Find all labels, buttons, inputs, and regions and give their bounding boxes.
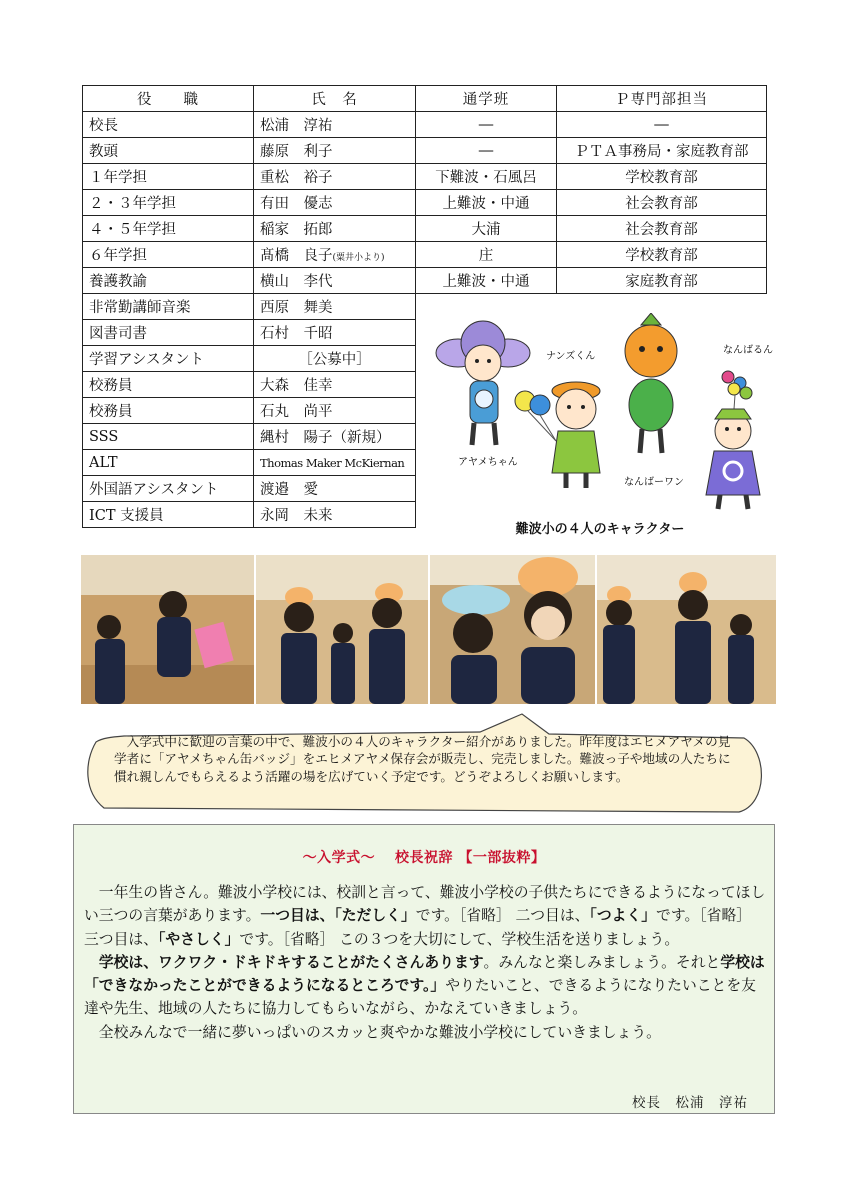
photo-3: [430, 555, 595, 704]
speech-paragraph: [84, 881, 768, 951]
cell-name: 横山 李代: [254, 268, 416, 294]
header-group: 通学班: [416, 86, 557, 112]
cell-role: 非常勤講師音楽: [83, 294, 254, 320]
characters-caption: 難波小の４人のキャラクター: [515, 522, 685, 537]
cell-role: 校務員: [83, 372, 254, 398]
speech-paragraph: [84, 951, 768, 1021]
entrance-ceremony-photos: [81, 555, 776, 704]
cell-group: 上難波・中通: [416, 190, 557, 216]
speech-text: やりたいこと、できるようになりたいことを友達や先生、地域の人たちに協力してもらいながら、かなえていきましょう。: [84, 977, 756, 1018]
cell-pta: 家庭教育部: [557, 268, 767, 294]
speech-text: 。みんなと楽しみましょう。それと: [483, 953, 721, 971]
cell-group: 大浦: [416, 216, 557, 242]
table-row: [83, 112, 767, 138]
cell-name: 西原 舞美: [254, 294, 416, 320]
cell-group: ―: [416, 138, 557, 164]
cell-role: 図書司書: [83, 320, 254, 346]
cell-role: SSS: [83, 424, 254, 450]
cell-role: 養護教諭: [83, 268, 254, 294]
cell-pta: ＰＴＡ事務局・家庭教育部: [557, 138, 767, 164]
cell-role: １年学担: [83, 164, 254, 190]
photo-4: [597, 555, 776, 704]
photo-2: [256, 555, 428, 704]
name-text: 髙橋 良子: [260, 248, 333, 264]
table-row: [83, 164, 767, 190]
speech-paragraph: 全校みんなで一緒に夢いっぱいのスカッと爽やかな難波小学校にしていきましょう。: [84, 1023, 661, 1041]
speech-text: です。［省略］ この３つを大切にして、学校生活を送りましょう。: [239, 930, 680, 948]
cell-role: ICT 支援員: [83, 502, 254, 528]
table-row: [83, 190, 767, 216]
name-note: (粟井小より): [332, 253, 385, 263]
cell-pta: 社会教育部: [557, 216, 767, 242]
cell-name: 有田 優志: [254, 190, 416, 216]
cell-group: 下難波・石風呂: [416, 164, 557, 190]
cell-name: [254, 242, 416, 268]
principal-signature: 校長 松浦 淳祐: [632, 1095, 748, 1111]
photo-1: [81, 555, 254, 704]
table-row: [83, 242, 767, 268]
label-nanzu-kun: ナンズくん: [546, 351, 596, 362]
cell-name: 松浦 淳祐: [254, 112, 416, 138]
cell-name: 縄村 陽子（新規）: [254, 424, 416, 450]
header-pta: Ｐ専門部担当: [557, 86, 767, 112]
speech-emphasis: 「やさしく」: [158, 930, 240, 948]
table-row: [83, 268, 767, 294]
speech-text: です。［省略］ 三つ目は、: [84, 907, 752, 948]
cell-role: 校長: [83, 112, 254, 138]
cell-pta: 学校教育部: [557, 164, 767, 190]
nanba-run-figure: [706, 371, 760, 509]
table-row: [83, 138, 767, 164]
balloons-decoration: [515, 391, 556, 441]
cell-pta: 社会教育部: [557, 190, 767, 216]
cell-pta: ―: [557, 112, 767, 138]
cell-name: 大森 佳幸: [254, 372, 416, 398]
speech-emphasis: 「つよく」: [589, 907, 657, 925]
speech-text: です。［省略］ 二つ目は、: [415, 907, 590, 925]
cell-role: ４・５年学担: [83, 216, 254, 242]
cell-name: 稲家 拓郎: [254, 216, 416, 242]
cell-name: 渡邉 愛: [254, 476, 416, 502]
speech-emphasis: 学校は、ワクワク・ドキドキすることがたくさんあります: [98, 953, 484, 971]
label-nanba-run: なんばるん: [723, 345, 773, 356]
principal-speech-box: [73, 824, 775, 1114]
nanba-one-figure: [625, 313, 677, 453]
cell-role: 校務員: [83, 398, 254, 424]
header-role: 役 職: [83, 86, 254, 112]
speech-emphasis: 学校は「できなかったことができるようになるところです。」: [84, 953, 765, 995]
ayame-chan-figure: [436, 321, 530, 445]
cell-name: 永岡 未来: [254, 502, 416, 528]
label-ayame-chan: アヤメちゃん: [458, 457, 518, 468]
principal-speech-body: [84, 881, 768, 1044]
mascot-characters-illustration: [428, 313, 773, 523]
cell-name: Thomas Maker McKiernan: [254, 450, 416, 476]
nanzu-kun-figure: [552, 382, 600, 488]
cell-name: 重松 裕子: [254, 164, 416, 190]
cell-role: ALT: [83, 450, 254, 476]
principal-speech-title: ～入学式～ 校長祝辞 【一部抜粋】: [302, 850, 546, 866]
speech-emphasis: 一つ目は、「ただしく」: [260, 907, 416, 925]
table-row: [83, 216, 767, 242]
speech-bubble-text: 入学式中に歓迎の言葉の中で、難波小の４人のキャラクター紹介がありました。昨年度はエヒメアヤメの見学者に「アヤメちゃん缶バッジ」をエヒメアヤメ保存会が販売し、完売しました。難波っ子や地域の人たちに慣れ親しんでもらえるよう活躍の場を広げていく予定です。どうぞよろしくお願いします。: [114, 734, 731, 784]
cell-name: 石村 千昭: [254, 320, 416, 346]
cell-role: 学習アシスタント: [83, 346, 254, 372]
cell-name: 石丸 尚平: [254, 398, 416, 424]
table-header-row: [83, 86, 767, 112]
cell-name: ［公募中］: [254, 346, 416, 372]
cell-role: ２・３年学担: [83, 190, 254, 216]
cell-role: 教頭: [83, 138, 254, 164]
label-nanba-one: なんばーワン: [624, 477, 684, 488]
cell-name: 藤原 利子: [254, 138, 416, 164]
header-name: 氏 名: [254, 86, 416, 112]
cell-group: 庄: [416, 242, 557, 268]
cell-group: ―: [416, 112, 557, 138]
cell-pta: 学校教育部: [557, 242, 767, 268]
cell-role: ６年学担: [83, 242, 254, 268]
speech-text: 一年生の皆さん。難波小学校には、校訓と言って、難波小学校の子供たちにできるようになってほしい三つの言葉があります。: [84, 884, 766, 925]
cell-role: 外国語アシスタント: [83, 476, 254, 502]
cell-group: 上難波・中通: [416, 268, 557, 294]
